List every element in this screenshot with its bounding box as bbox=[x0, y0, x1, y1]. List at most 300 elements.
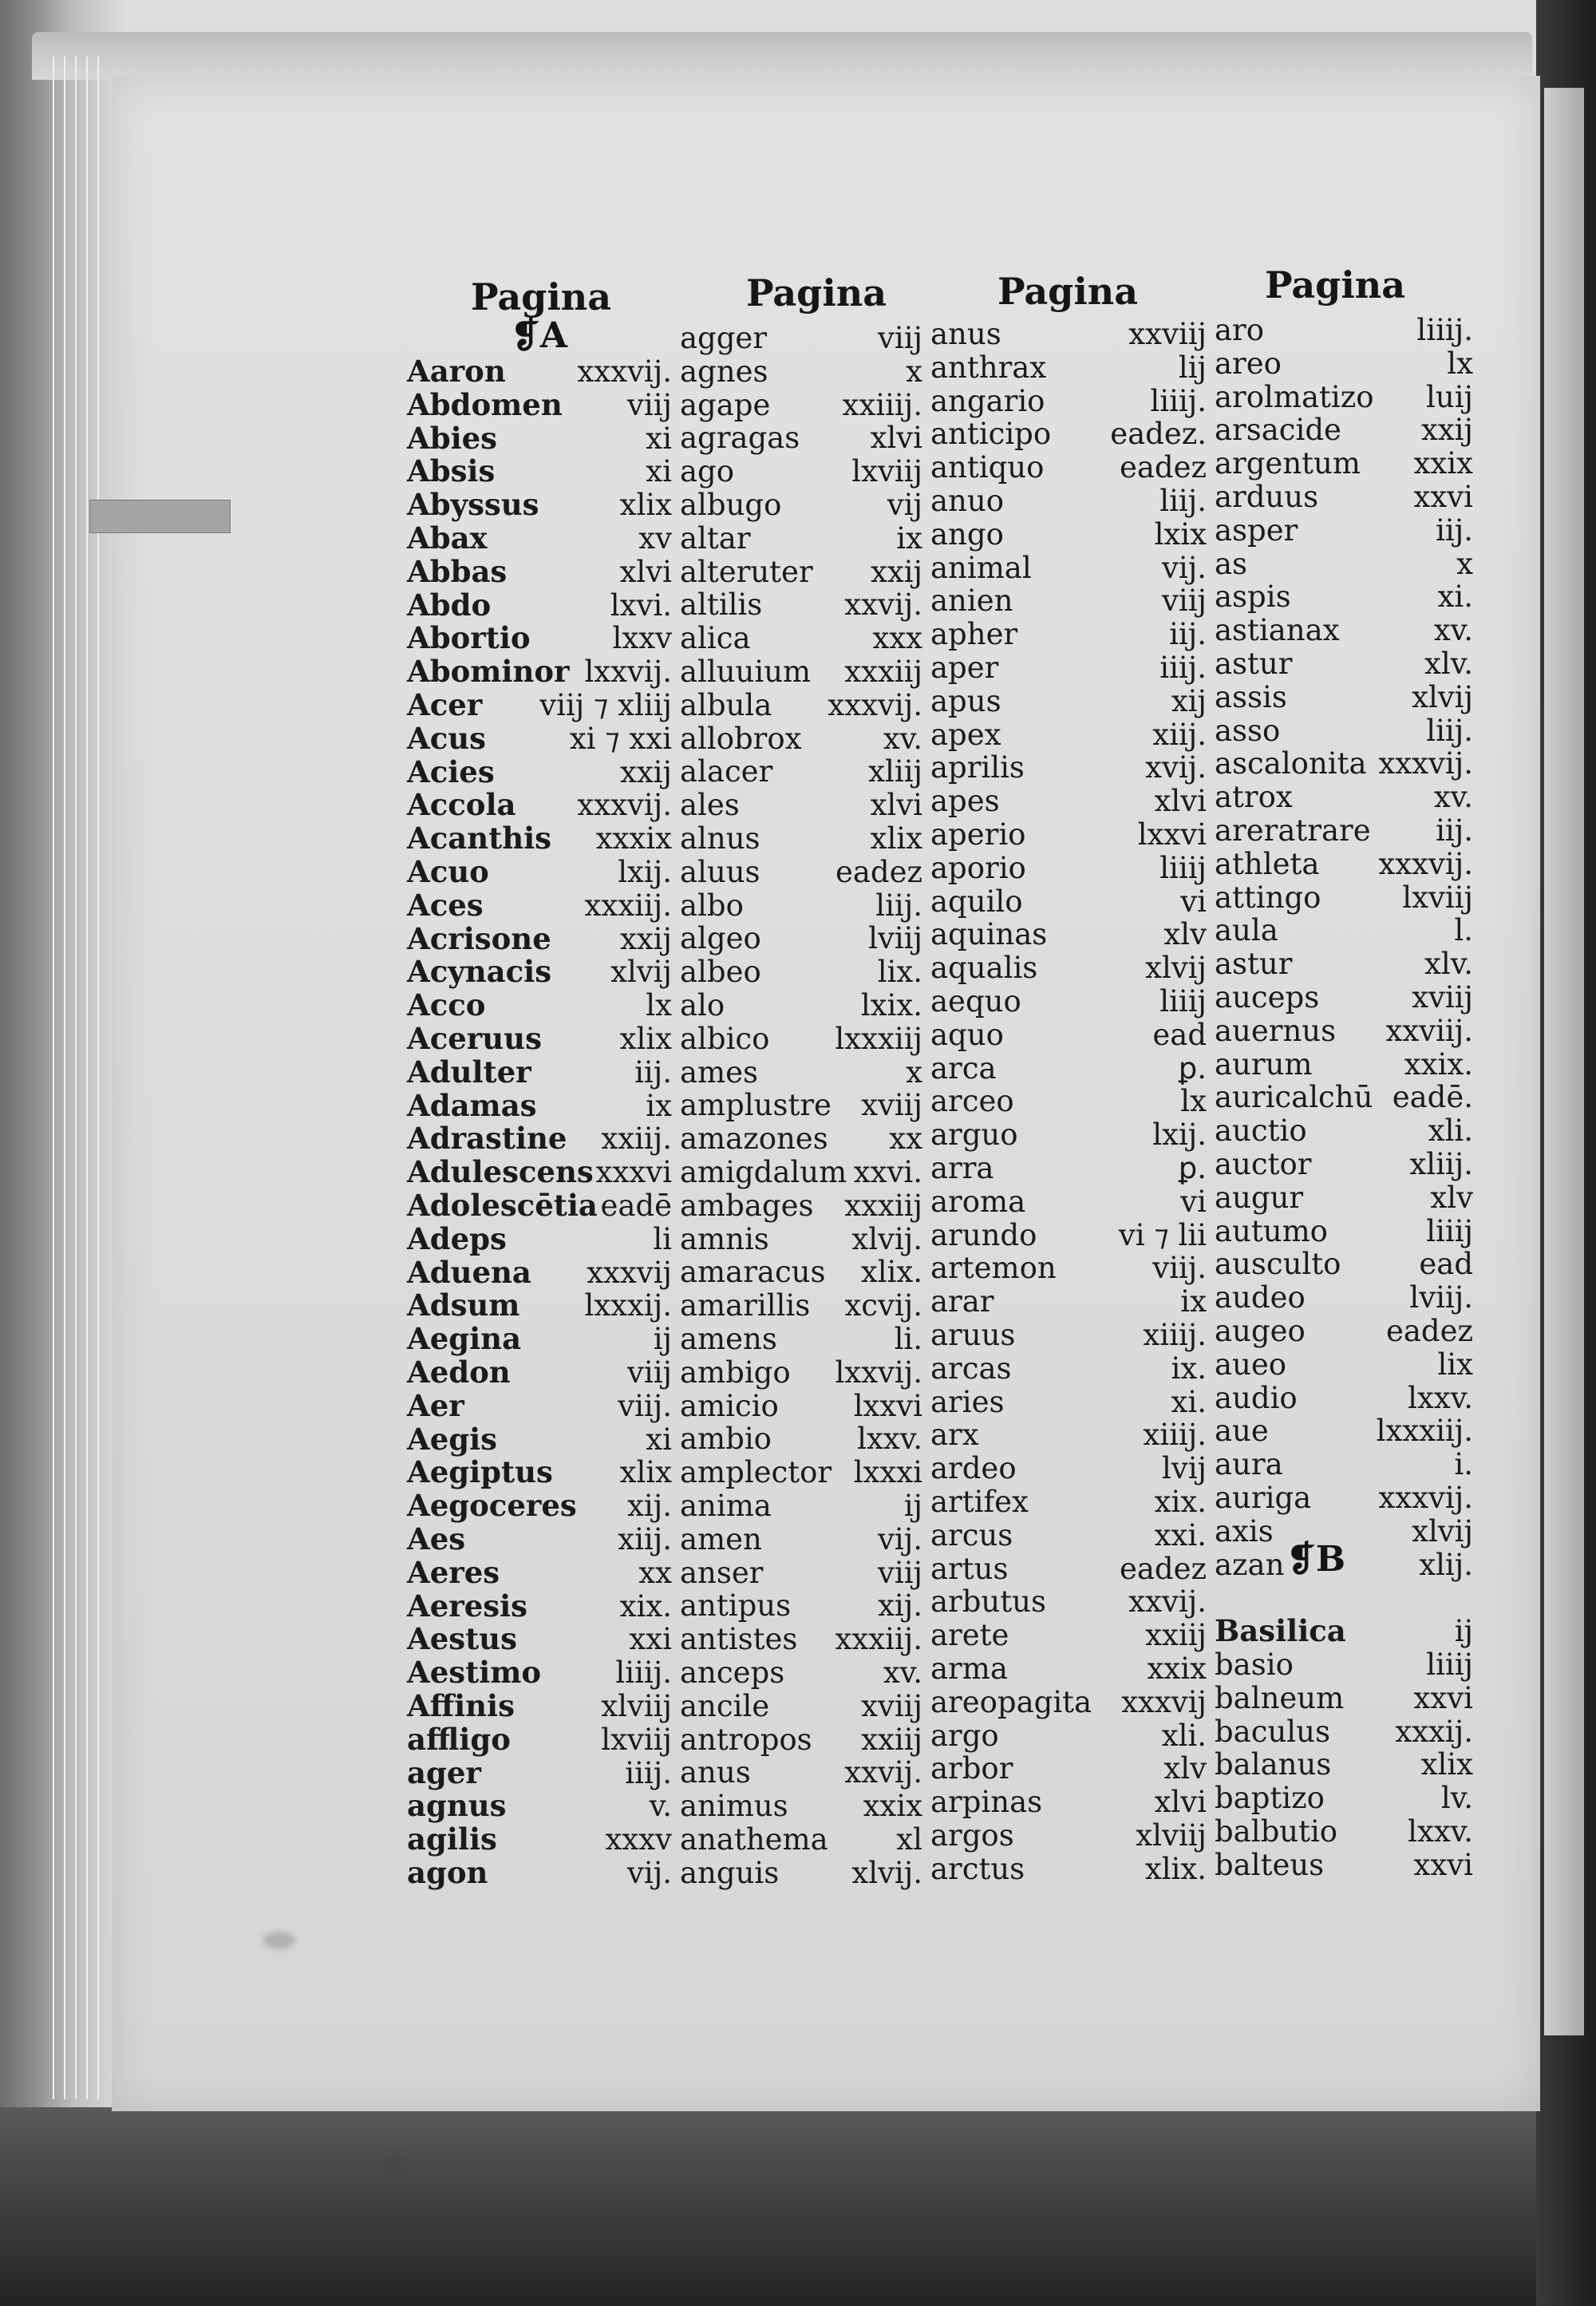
entry-word: agger bbox=[680, 321, 768, 355]
entry-word: arceo bbox=[930, 1084, 1014, 1119]
entry-page-number: lxxv. bbox=[1408, 1380, 1473, 1415]
page-edge bbox=[97, 56, 99, 2099]
entry-word: audeo bbox=[1215, 1280, 1306, 1315]
entry-page-number: xlix. bbox=[860, 1255, 922, 1290]
entry-page-number: liiij bbox=[1159, 984, 1207, 1019]
entry-word: argos bbox=[930, 1818, 1014, 1853]
entry-page-number: iiij. bbox=[625, 1755, 672, 1790]
entry-word: alo bbox=[680, 988, 725, 1022]
entry-page-number: xxix bbox=[1413, 446, 1473, 481]
entry-page-number: xxxix bbox=[595, 821, 672, 856]
entry-page-number: lxij. bbox=[618, 855, 672, 889]
entry-word: altilis bbox=[680, 587, 763, 623]
entry-word: Acies bbox=[407, 754, 495, 789]
entry-page-number: x bbox=[906, 1054, 922, 1090]
entry-word: aruus bbox=[930, 1318, 1016, 1352]
scan-bottom-shadow bbox=[0, 2107, 1596, 2306]
entry-word: arduus bbox=[1215, 480, 1319, 514]
entry-word: amigdalum bbox=[680, 1155, 847, 1189]
entry-page-number: liij. bbox=[1159, 484, 1207, 518]
entry-word: Aeresis bbox=[407, 1588, 527, 1624]
entry-word: Aces bbox=[407, 887, 484, 923]
entry-page-number: xlix bbox=[619, 1455, 672, 1490]
entry-page-number: lviij. bbox=[1409, 1280, 1473, 1315]
entry-word: ambages bbox=[680, 1188, 814, 1223]
entry-word: aequo bbox=[930, 984, 1021, 1019]
entry-word: anuo bbox=[930, 484, 1004, 518]
entry-word: aporio bbox=[930, 850, 1026, 885]
entry-word: anus bbox=[930, 317, 1001, 351]
entry-word: ancile bbox=[680, 1688, 770, 1723]
bookmark-tab bbox=[89, 500, 231, 533]
entry-word: Aegiptus bbox=[407, 1454, 553, 1490]
entry-page-number: xv. bbox=[1433, 780, 1473, 815]
entry-page-number: xlvij bbox=[1412, 1513, 1473, 1549]
entry-page-number: xi ⁊ xxi bbox=[569, 721, 672, 756]
entry-page-number: xxxvij. bbox=[577, 354, 672, 389]
entry-word: Acuo bbox=[407, 854, 489, 889]
entry-page-number: xxxiij. bbox=[584, 888, 672, 923]
entry-page-number: lxxxij. bbox=[584, 1288, 672, 1323]
entry-word: ager bbox=[407, 1754, 481, 1790]
entry-word: balneum bbox=[1215, 1680, 1345, 1715]
entry-page-number: lxxvi bbox=[853, 1388, 922, 1423]
column-header: Pagina bbox=[471, 275, 612, 318]
entry-word: Abominor bbox=[407, 654, 570, 690]
entry-page-number: xij. bbox=[627, 1489, 672, 1524]
entry-word: algeo bbox=[680, 921, 761, 956]
entry-page-number: xxvi. bbox=[853, 1155, 922, 1189]
entry-word: albugo bbox=[680, 488, 782, 522]
entry-page-number: iij. bbox=[1436, 813, 1473, 848]
entry-word: audio bbox=[1215, 1380, 1298, 1415]
entry-page-number: xix. bbox=[1154, 1485, 1207, 1519]
entry-page-number: xxxiij. bbox=[835, 1622, 922, 1657]
entry-page-number: xlvij bbox=[610, 955, 672, 990]
entry-page-number: viij bbox=[626, 387, 672, 422]
entry-page-number: vij bbox=[887, 488, 922, 522]
entry-word: auctio bbox=[1215, 1113, 1307, 1149]
entry-page-number: lxxvij. bbox=[584, 655, 672, 690]
entry-word: aspis bbox=[1215, 579, 1291, 615]
entry-page-number: liiij bbox=[1426, 1213, 1473, 1248]
entry-word: alnus bbox=[680, 821, 760, 856]
entry-word: Abyssus bbox=[407, 487, 539, 523]
column-header: Pagina bbox=[998, 270, 1139, 313]
entry-word: arar bbox=[930, 1284, 994, 1319]
entry-word: albico bbox=[680, 1021, 770, 1056]
entry-word: agnus bbox=[407, 1788, 507, 1824]
entry-word: aurum bbox=[1215, 1046, 1313, 1082]
entry-page-number: eadez bbox=[835, 854, 922, 889]
entry-word: astur bbox=[1215, 647, 1293, 681]
page-edge bbox=[64, 56, 65, 2099]
entry-word: arctus bbox=[930, 1851, 1025, 1886]
entry-word: aries bbox=[930, 1384, 1005, 1419]
entry-page-number: iij. bbox=[634, 1054, 672, 1090]
entry-word: Aegina bbox=[407, 1321, 522, 1357]
entry-word: alacer bbox=[680, 754, 773, 789]
entry-page-number: xiij. bbox=[618, 1522, 672, 1556]
entry-word: balanus bbox=[1215, 1747, 1332, 1782]
entry-word: amens bbox=[680, 1322, 777, 1356]
ink-smudge bbox=[383, 2155, 407, 2168]
ink-smudge bbox=[263, 1932, 295, 1949]
entry-word: artus bbox=[930, 1551, 1009, 1586]
entry-page-number: xl bbox=[896, 1822, 922, 1857]
entry-page-number: vij. bbox=[878, 1521, 922, 1556]
entry-page-number: xlv. bbox=[1424, 647, 1473, 681]
entry-word: Abdo bbox=[407, 587, 492, 623]
entry-word: animal bbox=[930, 550, 1032, 585]
entry-page-number: viij bbox=[626, 1355, 672, 1390]
entry-word: attingo bbox=[1215, 880, 1321, 915]
entry-word: aperio bbox=[930, 817, 1026, 852]
entry-page-number: lxix. bbox=[860, 988, 922, 1022]
entry-word: ango bbox=[930, 516, 1004, 552]
entry-word: alluuium bbox=[680, 655, 812, 689]
entry-page-number: xlvij. bbox=[851, 1221, 922, 1256]
entry-word: allobrox bbox=[680, 721, 802, 756]
section-mark-b: ❡B bbox=[1286, 1539, 1346, 1580]
entry-word: angario bbox=[930, 383, 1045, 418]
entry-page-number: xx bbox=[638, 1555, 672, 1590]
entry-word: Abbas bbox=[407, 553, 508, 589]
facing-page-edge bbox=[1544, 88, 1584, 2035]
entry-word: astianax bbox=[1215, 613, 1340, 648]
entry-word: Aes bbox=[407, 1521, 466, 1556]
entry-word: argentum bbox=[1215, 446, 1361, 481]
entry-page-number: vi ⁊ lii bbox=[1118, 1217, 1207, 1252]
entry-word: Acynacis bbox=[407, 954, 552, 990]
entry-page-number: xli. bbox=[1161, 1718, 1207, 1753]
entry-page-number: xiiij. bbox=[1143, 1418, 1207, 1453]
entry-word: anceps bbox=[680, 1655, 785, 1690]
entry-word: Aedon bbox=[407, 1355, 511, 1390]
entry-page-number: vi bbox=[1180, 1184, 1207, 1219]
entry-page-number: xliij. bbox=[1409, 1147, 1473, 1181]
entry-page-number: xlix bbox=[619, 488, 672, 523]
entry-word: antistes bbox=[680, 1622, 798, 1657]
entry-word: Aeres bbox=[407, 1554, 500, 1590]
entry-page-number: xxi. bbox=[1154, 1517, 1207, 1552]
entry-word: argo bbox=[930, 1718, 999, 1753]
entry-word: agon bbox=[407, 1855, 488, 1890]
entry-word: arundo bbox=[930, 1217, 1037, 1252]
entry-word: artifex bbox=[930, 1485, 1029, 1519]
entry-page-number: xli. bbox=[1428, 1113, 1473, 1149]
entry-page-number: xlix bbox=[870, 821, 922, 856]
entry-page-number: liiij. bbox=[615, 1655, 672, 1691]
entry-page-number: xxvij. bbox=[844, 1755, 922, 1790]
entry-page-number: xlvi bbox=[870, 421, 922, 456]
entry-word: azan bbox=[1215, 1547, 1285, 1582]
entry-page-number: xxxiij bbox=[844, 655, 922, 689]
entry-page-number: lx bbox=[646, 988, 672, 1023]
entry-word: aura bbox=[1215, 1447, 1283, 1482]
entry-word: Acanthis bbox=[407, 821, 551, 856]
entry-page-number: xv. bbox=[883, 721, 922, 756]
entry-word: Aer bbox=[407, 1387, 464, 1423]
entry-page-number: xxxvi bbox=[595, 1155, 672, 1190]
entry-word: ales bbox=[680, 788, 740, 823]
entry-word: arma bbox=[930, 1651, 1008, 1686]
entry-page-number: xv bbox=[638, 521, 672, 556]
entry-page-number: xxiij. bbox=[601, 1121, 672, 1157]
entry-page-number: xxvi bbox=[1413, 1680, 1473, 1715]
entry-page-number: xlix bbox=[619, 1022, 672, 1056]
entry-page-number: xxiiij. bbox=[842, 387, 922, 422]
entry-page-number: xi. bbox=[1437, 579, 1473, 615]
entry-word: as bbox=[1215, 546, 1248, 581]
entry-page-number: xlvij. bbox=[851, 1855, 922, 1890]
entry-page-number: xlij. bbox=[1419, 1547, 1473, 1582]
entry-page-number: lxxxi bbox=[853, 1455, 922, 1490]
entry-page-number: xlvi bbox=[870, 788, 922, 823]
page-edge bbox=[53, 56, 54, 2099]
entry-page-number: lxxvij. bbox=[835, 1355, 922, 1390]
entry-word: Aceruus bbox=[407, 1021, 542, 1056]
entry-page-number: liij. bbox=[1426, 713, 1473, 748]
entry-word: Abax bbox=[407, 520, 488, 556]
entry-page-number: xviij bbox=[1412, 980, 1473, 1015]
entry-word: Accola bbox=[407, 787, 516, 823]
entry-page-number: xi bbox=[646, 421, 672, 456]
entry-word: arx bbox=[930, 1418, 979, 1453]
entry-page-number: xviij bbox=[861, 1688, 922, 1723]
entry-word: agragas bbox=[680, 421, 800, 456]
entry-word: antipus bbox=[680, 1588, 792, 1624]
entry-page-number: xxxvij bbox=[587, 1255, 672, 1290]
entry-page-number: xxix bbox=[863, 1789, 922, 1824]
entry-word: ascalonita bbox=[1215, 746, 1367, 781]
entry-page-number: xxvi bbox=[1413, 480, 1473, 514]
entry-page-number: eadez. bbox=[1110, 417, 1207, 452]
entry-page-number: xij bbox=[1171, 683, 1207, 718]
entry-word: amazones bbox=[680, 1121, 828, 1157]
entry-page-number: liij. bbox=[875, 888, 922, 923]
entry-page-number: x bbox=[1456, 546, 1473, 581]
entry-page-number: xxij bbox=[870, 554, 922, 589]
entry-word: Aestus bbox=[407, 1621, 517, 1657]
entry-page-number: vij. bbox=[1162, 550, 1207, 585]
entry-page-number: xxxij. bbox=[1395, 1714, 1473, 1749]
entry-word: aquo bbox=[930, 1017, 1004, 1052]
entry-page-number: xxvij. bbox=[844, 587, 922, 623]
entry-page-number: ix bbox=[1180, 1284, 1207, 1319]
entry-page-number: xcvij. bbox=[844, 1288, 922, 1323]
entry-word: amaracus bbox=[680, 1255, 826, 1290]
entry-word: amicio bbox=[680, 1388, 779, 1423]
entry-page-number: xxiij bbox=[1145, 1618, 1207, 1653]
entry-page-number: xxi bbox=[629, 1622, 672, 1657]
entry-word: aula bbox=[1215, 913, 1278, 948]
entry-word: ardeo bbox=[930, 1451, 1017, 1486]
entry-word: baculus bbox=[1215, 1714, 1330, 1749]
entry-page-number: xv. bbox=[883, 1655, 922, 1690]
entry-word: aprilis bbox=[930, 750, 1025, 785]
entry-page-number: lxij. bbox=[1152, 1117, 1207, 1153]
entry-page-number: xlviij bbox=[1136, 1818, 1207, 1853]
entry-page-number: lxviij bbox=[1402, 880, 1473, 915]
entry-word: Affinis bbox=[407, 1688, 515, 1723]
entry-word: artemon bbox=[930, 1251, 1057, 1286]
entry-word: aqualis bbox=[930, 951, 1038, 986]
entry-word: arete bbox=[930, 1618, 1009, 1653]
entry-word: Acrisone bbox=[407, 920, 551, 956]
entry-page-number: lix. bbox=[877, 955, 922, 990]
entry-page-number: lvij bbox=[1161, 1451, 1207, 1486]
entry-page-number: xxij bbox=[619, 754, 672, 789]
entry-word: auctor bbox=[1215, 1147, 1312, 1181]
entry-page-number: lx bbox=[1180, 1084, 1207, 1119]
entry-page-number: lxxv. bbox=[857, 1422, 922, 1457]
entry-word: amarillis bbox=[680, 1288, 811, 1323]
entry-page-number: xxvij. bbox=[1128, 1584, 1207, 1620]
entry-word: arsacide bbox=[1215, 413, 1341, 448]
entry-word: amnis bbox=[680, 1221, 769, 1256]
entry-page-number: viij ⁊ xliij bbox=[539, 688, 672, 722]
entry-page-number: lxix bbox=[1154, 516, 1207, 552]
page-edge bbox=[75, 56, 77, 2099]
entry-page-number: ij bbox=[1454, 1614, 1473, 1649]
entry-page-number: xlvi bbox=[619, 554, 672, 589]
entry-word: Aaron bbox=[407, 354, 506, 389]
entry-page-number: ix bbox=[646, 1088, 672, 1123]
entry-word: astur bbox=[1215, 947, 1293, 982]
entry-page-number: xxxvij. bbox=[828, 687, 922, 722]
entry-page-number: vi bbox=[1180, 884, 1207, 919]
entry-word: Acer bbox=[407, 687, 483, 722]
entry-word: ago bbox=[680, 454, 735, 489]
page-edge bbox=[86, 56, 88, 2099]
entry-page-number: xlv bbox=[1430, 1180, 1473, 1215]
entry-word: atrox bbox=[1215, 780, 1293, 815]
entry-word: antropos bbox=[680, 1722, 812, 1757]
entry-page-number: ead bbox=[1419, 1247, 1473, 1282]
entry-page-number: lx bbox=[1447, 346, 1473, 381]
entry-page-number: viij. bbox=[1152, 1251, 1207, 1286]
entry-word: augur bbox=[1215, 1180, 1304, 1215]
entry-page-number: viij. bbox=[618, 1388, 672, 1423]
entry-word: affligo bbox=[407, 1721, 511, 1757]
entry-page-number: ead bbox=[1152, 1017, 1207, 1052]
entry-word: arguo bbox=[930, 1117, 1018, 1153]
entry-word: albeo bbox=[680, 955, 761, 990]
entry-word: Abies bbox=[407, 420, 498, 456]
entry-page-number: xi. bbox=[1171, 1384, 1207, 1419]
column-header: Pagina bbox=[1265, 263, 1406, 307]
entry-page-number: lxxxiij bbox=[835, 1021, 922, 1056]
entry-page-number: eadez bbox=[1385, 1314, 1473, 1348]
entry-page-number: xxviij. bbox=[1385, 1013, 1473, 1048]
entry-word: alteruter bbox=[680, 554, 813, 589]
entry-page-number: lij bbox=[1178, 350, 1207, 385]
entry-word: athleta bbox=[1215, 846, 1320, 881]
entry-word: auernus bbox=[1215, 1013, 1337, 1048]
entry-word: arcus bbox=[930, 1517, 1013, 1552]
entry-page-number: xxxv bbox=[605, 1822, 672, 1857]
entry-word: arbor bbox=[930, 1751, 1013, 1786]
entry-word: Basilica bbox=[1215, 1613, 1346, 1649]
entry-word: agape bbox=[680, 387, 771, 422]
entry-word: ames bbox=[680, 1054, 759, 1090]
entry-word: auceps bbox=[1215, 980, 1320, 1015]
entry-word: anser bbox=[680, 1555, 764, 1590]
entry-word: aluus bbox=[680, 854, 760, 889]
entry-word: amplector bbox=[680, 1455, 832, 1490]
entry-word: arcas bbox=[930, 1351, 1012, 1386]
entry-word: arbutus bbox=[930, 1584, 1046, 1620]
entry-page-number: xi bbox=[646, 1422, 672, 1457]
entry-word: aper bbox=[930, 651, 999, 685]
entry-word: autumo bbox=[1215, 1213, 1328, 1248]
entry-word: apex bbox=[930, 717, 1001, 752]
entry-page-number: lxviij bbox=[851, 454, 922, 489]
entry-page-number: xvij. bbox=[1145, 750, 1207, 785]
entry-word: Adulter bbox=[407, 1054, 531, 1090]
entry-word: amplustre bbox=[680, 1088, 832, 1123]
entry-word: aroma bbox=[930, 1184, 1026, 1219]
entry-word: baptizo bbox=[1215, 1781, 1325, 1816]
entry-word: aro bbox=[1215, 313, 1265, 347]
entry-page-number: xiiij. bbox=[1143, 1318, 1207, 1352]
entry-page-number: lxxxiij. bbox=[1376, 1414, 1473, 1449]
entry-page-number: xx bbox=[889, 1121, 922, 1157]
entry-word: anthrax bbox=[930, 350, 1047, 385]
entry-page-number: xviij bbox=[861, 1088, 922, 1123]
entry-word: ausculto bbox=[1215, 1247, 1341, 1282]
entry-word: anguis bbox=[680, 1855, 780, 1890]
entry-word: Abdomen bbox=[407, 386, 563, 422]
entry-word: animus bbox=[680, 1789, 788, 1824]
entry-page-number: eadē. bbox=[1392, 1080, 1473, 1115]
entry-page-number: iij. bbox=[1436, 512, 1473, 548]
entry-page-number: lxviij bbox=[601, 1722, 672, 1757]
entry-word: anima bbox=[680, 1489, 772, 1523]
entry-word: arca bbox=[930, 1050, 997, 1086]
entry-page-number: ix. bbox=[1171, 1351, 1207, 1386]
entry-word: Adeps bbox=[407, 1220, 507, 1256]
entry-word: asso bbox=[1215, 713, 1281, 748]
entry-page-number: xliij bbox=[868, 754, 922, 789]
entry-word: balbutio bbox=[1215, 1814, 1338, 1849]
entry-word: anien bbox=[930, 583, 1013, 619]
entry-word: Abortio bbox=[407, 620, 531, 656]
entry-word: assis bbox=[1215, 679, 1287, 714]
entry-page-number: iiij. bbox=[1159, 651, 1207, 685]
entry-word: asper bbox=[1215, 512, 1298, 548]
entry-page-number: liiij. bbox=[1150, 383, 1207, 418]
entry-word: Acus bbox=[407, 720, 486, 756]
entry-word: basio bbox=[1215, 1647, 1294, 1682]
entry-page-number: x bbox=[906, 354, 922, 389]
entry-page-number: xlvij bbox=[1145, 951, 1207, 986]
entry-page-number: xxix bbox=[1147, 1651, 1207, 1686]
entry-page-number: lxvi. bbox=[610, 587, 672, 623]
entry-page-number: ij bbox=[653, 1322, 672, 1357]
entry-word: alica bbox=[680, 621, 751, 656]
entry-page-number: xi bbox=[646, 454, 672, 489]
entry-word: arpinas bbox=[930, 1785, 1043, 1820]
entry-page-number: xlv bbox=[1163, 917, 1207, 952]
entry-page-number: xxij bbox=[1420, 413, 1473, 448]
entry-word: antiquo bbox=[930, 450, 1045, 485]
entry-word: anus bbox=[680, 1755, 751, 1790]
entry-word: areratrare bbox=[1215, 813, 1371, 848]
entry-page-number: ꝑ. bbox=[1178, 1050, 1207, 1086]
entry-word: altar bbox=[680, 520, 751, 556]
